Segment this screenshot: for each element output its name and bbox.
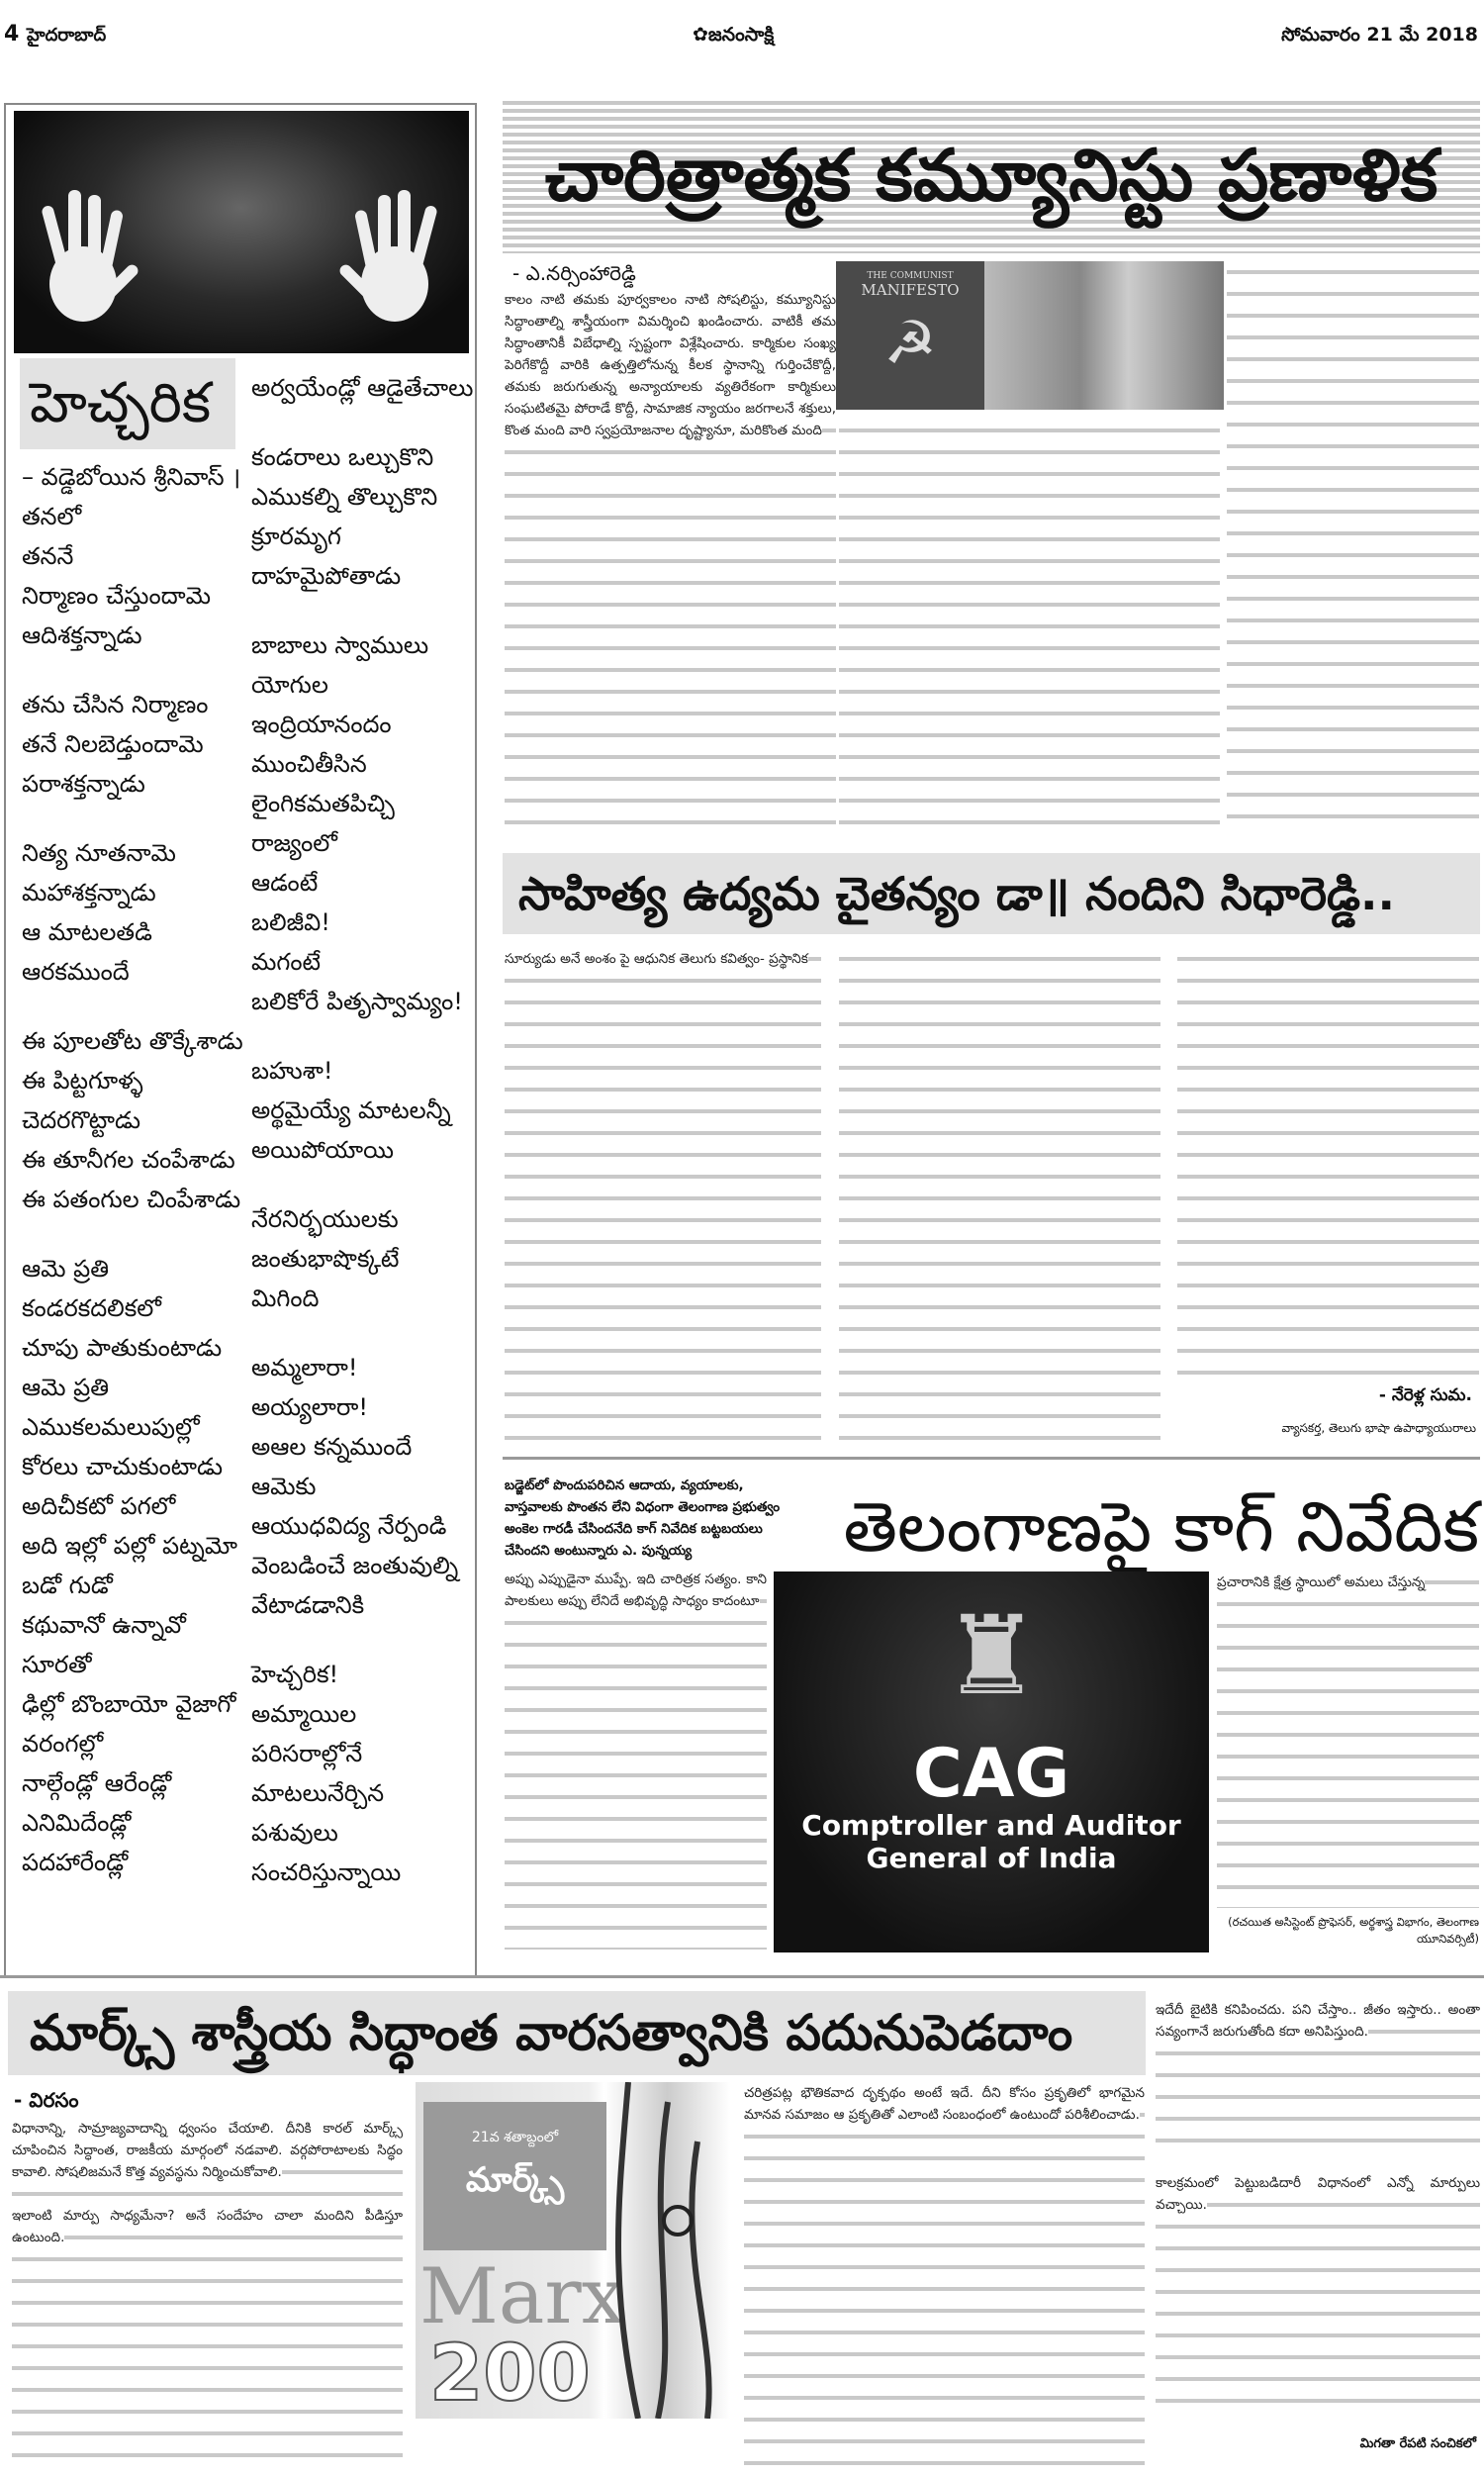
poem-line: ఈ పూలతోట తొక్కేశాడు: [22, 1027, 243, 1055]
poem-line: ఆడంటే: [251, 869, 319, 897]
poem-line: నాల్గేండ్లో ఆరేండ్లో: [22, 1769, 172, 1797]
stanza-break: [22, 655, 244, 685]
poem-line: మహాశక్తన్నాడు: [22, 879, 156, 906]
byline: - ఎ.నర్సింహారెడ్డి: [512, 261, 636, 285]
article-body: చరిత్రపట్ల భౌతికవాద దృక్పథం అంటే ఇదే. దీని కోసం ప్రకృతిలో భాగమైన మానవ సమాజం ఆ ప్రకృతితో ఎలాంటి సంబంధంలో ఉంటుందో పరిశీలించాడు.: [744, 2082, 1145, 2468]
divider: [0, 1975, 1484, 1978]
poem-line: ఇంద్రియానందం: [251, 711, 392, 738]
poem-line: చెదరగొట్టాడు: [22, 1106, 141, 1134]
marx-portrait-icon: [608, 2082, 730, 2419]
poem-line: అఆల కన్నముందే: [251, 1433, 413, 1461]
poem-line: జంతుభాషొక్కటే మిగింది: [251, 1245, 400, 1312]
article-body: [839, 420, 1220, 828]
stanza-break: [22, 1219, 244, 1249]
marx-engels-portrait: [984, 261, 1224, 410]
stanza-break: [251, 1625, 474, 1655]
stanza-break: [251, 1021, 474, 1051]
article-body: ప్రచారానికి క్షేత్ర స్థాయిలో అమలు చేస్తున్న: [1217, 1571, 1479, 1908]
headline: చారిత్రాత్మక కమ్యూనిస్టు ప్రణాళిక: [544, 134, 1438, 217]
stanza-break: [251, 1170, 474, 1199]
emblem-icon: ♜: [942, 1592, 1041, 1719]
poem-line: ఆమెకు: [251, 1473, 317, 1500]
poem-line: క్రూరమృగ: [251, 523, 341, 550]
poem-line: అది ఇల్లో పల్లో పట్నమో: [22, 1532, 237, 1560]
poem-line: తనే నిలబెడ్తుందామె: [22, 730, 204, 758]
poem-line: లైంగికమతపిచ్చి: [251, 790, 395, 817]
poem-line: ఈ పిట్టగూళ్ళ: [22, 1067, 143, 1095]
poem-left-column: [22, 457, 244, 1882]
issue-date: సోమవారం 21 మే 2018: [1281, 24, 1478, 46]
poem-line: పరాశక్తన్నాడు: [22, 770, 145, 798]
poem-line: అర్వయేండ్లో ఆడైతేచాలు: [251, 374, 474, 402]
marx-200-image: 21వ శతాబ్దంలో మార్క్స్ Marx 200: [416, 2082, 730, 2419]
lede: బడ్జెట్‌లో పొందుపరిచిన ఆదాయ, వ్యయాలకు, వాస్తవాలకు పొంతన లేని విధంగా తెలంగాణ ప్రభుత్వం అంకెల గారడీ చేసిందనేది కాగ్ నివేదిక బట్టబయలు చేసిందని అంటున్నారు ఎ. పున్నయ్య: [505, 1477, 781, 1559]
headline: తెలంగాణపై కాగ్ నివేదిక: [843, 1486, 1479, 1568]
poem-line: దాహమైపోతాడు: [251, 562, 402, 590]
article-body: ఇదేదీ బైటికి కనిపించదు. పని చేస్తాం.. జీతం ఇస్తారు.. అంతా సవ్యంగానే జరుగుతోంది కదా అనిపిస్తుంది.: [1156, 1999, 1480, 2152]
poem-line: సూరతో: [22, 1651, 92, 1678]
stanza-break: [22, 992, 244, 1021]
poem-title: హెచ్చరిక: [20, 358, 235, 449]
stanza-break: [251, 408, 474, 437]
poem-line: నేరనిర్భయులకు: [251, 1205, 399, 1233]
poem-line: ఆమె ప్రతి: [22, 1255, 110, 1283]
stanza-break: [22, 804, 244, 833]
poem-line: ఎముకలమలుపుల్లో: [22, 1413, 200, 1441]
poem-line: మగంటే: [251, 948, 322, 976]
article-body: సూర్యుడు అనే అంశం పై ఆధునిక తెలుగు కవిత్వం- ప్రస్థానిక: [505, 948, 821, 1443]
poem-line: వరంగల్లో: [22, 1730, 104, 1758]
poem-line: బహుశా!: [251, 1057, 333, 1085]
cag-logo-image: ♜ CAG Comptroller and Auditor General of India: [774, 1571, 1209, 1952]
poem-line: తనలో: [22, 503, 82, 530]
poem-line: బలిజీవి!: [251, 908, 330, 936]
poem-line: ముంచితీసిన: [251, 750, 367, 778]
poem-line: బలికోరే పితృస్వామ్యం!: [251, 988, 463, 1015]
poem-line: ఈ పతంగుల చింపేశాడు: [22, 1186, 241, 1213]
headline: సాహిత్య ఉద్యమ చైతన్యం డా॥ నందిని సిధారెడ్డి..: [503, 853, 1480, 934]
poem-line: కండరాలు ఒల్చుకొని: [251, 443, 434, 471]
poem-line: ఆదిశక్తన్నాడు: [22, 621, 142, 649]
poem-line: ఎముకల్ని తొల్చుకొని: [251, 483, 438, 511]
hands-image: [14, 111, 469, 353]
poem-line: చూపు పాతుకుంటాడు: [22, 1334, 223, 1362]
page-number: 4 హైదరాబాద్: [4, 22, 107, 47]
byline: - విరసం: [14, 2088, 79, 2112]
poem-line: కోరలు చాచుకుంటాడు: [22, 1453, 224, 1480]
stanza-break: [251, 1318, 474, 1348]
poem-line: రాజ్యంలో: [251, 829, 337, 857]
poem-line: యోగుల: [251, 671, 328, 699]
headline: మార్క్స్ శాస్త్రీయ సిద్ధాంత వారసత్వానికి పదునుపెడదాం: [8, 1991, 1146, 2075]
poem-line: ఢిల్లో బొంబాయో వైజాగో: [22, 1690, 236, 1718]
poem-line: వెంబడించే జంతువుల్ని: [251, 1552, 459, 1579]
article-body: [1177, 948, 1479, 1383]
poem-line: సంచరిస్తున్నాయి: [251, 1858, 402, 1886]
poem-line: హెచ్చరిక!: [251, 1661, 339, 1688]
newspaper-logo: ✿జనంసాక్షి: [693, 24, 775, 46]
poem-line: తననే: [22, 542, 74, 570]
poem-line: ఆమె ప్రతి: [22, 1374, 110, 1401]
poem-line: ఆరకముందే: [22, 958, 130, 986]
article-body: కాలం నాటి తమకు పూర్వకాలం నాటి సోషలిస్టు, కమ్యూనిస్టు సిద్ధాంతాల్ని శాస్త్రీయంగా విమర్శించి ఖండించారు. వాటికీ తమ సిద్ధాంతానికీ విబేధాల్ని స్పష్టంగా విశ్లేషించారు. కార్మికుల సంఖ్య పెరిగేకొద్దీ వారికి ఉత్పత్తిలోనున్న కీలక స్థానాన్ని గుర్తించేకొద్దీ, తమకు జరుగుతున్న అన్యాయాలకు వ్యతిరేకంగా కార్మికులు సంఘటితమై పోరాడే కొద్దీ, సామాజిక న్యాయం జరగాలనే శక్తులు, కొంత మంది వారి స్వప్రయోజనాల దృష్ట్యానూ, మరికొంత మంది: [505, 289, 836, 828]
poem-right-column: [251, 368, 474, 1892]
poem-line: బడో గుడో: [22, 1571, 113, 1599]
poem-line: తను చేసిన నిర్మాణం: [22, 691, 209, 718]
poem-line: – వడ్డెబోయిన శ్రీనివాస్ ।: [22, 463, 241, 491]
poem-line: ఆ మాటలతడి: [22, 918, 152, 946]
article-body: [839, 948, 1160, 1443]
poem-line: మాటలునేర్చిన పశువులు: [251, 1779, 385, 1847]
stanza-break: [251, 596, 474, 625]
poem-line: వేటాడడానికి: [251, 1591, 365, 1619]
continued-note: మిగతా రేపటి సంచికలో: [1359, 2436, 1476, 2451]
article-body: కాలక్రమంలో పెట్టుబడిదారీ విధానంలో ఎన్నో మార్పులు వచ్చాయి.: [1156, 2172, 1480, 2420]
poem-line: ఆయుధవిద్య నేర్పండి: [251, 1512, 447, 1540]
article-body: అప్పు ఎప్పుడైనా ముప్పే. ఇది చారిత్రక సత్యం. కాని పాలకులు అప్పు లేనిదే అభివృద్ధి సాధ్యం కాదంటూ: [505, 1569, 767, 1950]
poem-line: అమ్మలారా!అయ్యలారా!: [251, 1354, 369, 1421]
poem-line: అయిపోయాయి: [251, 1136, 394, 1164]
poem-line: ఎనిమిదేండ్లో పదహారేండ్లో: [22, 1809, 132, 1876]
poem-line: నిర్మాణం చేస్తుందామె: [22, 582, 211, 610]
handprint-icon: [14, 111, 469, 353]
signature: - నేరెళ్ల సుమ.: [1378, 1385, 1472, 1405]
poem-line: ఈ తూనీగల చంపేశాడు: [22, 1146, 235, 1174]
hammer-sickle-icon: ☭: [883, 309, 937, 378]
manifesto-book-image: THE COMMUNIST MANIFESTO ☭: [836, 261, 984, 410]
logo-icon: ✿: [693, 24, 708, 46]
author-note: (రచయిత అసిస్టెంట్ ప్రొఫెసర్, అర్థశాస్త్ర విభాగం, తెలంగాణ యూనివర్సిటీ): [1228, 1915, 1479, 1946]
article-body: విధానాన్ని, సామ్రాజ్యవాదాన్ని ధ్వంసం చేయాలి. దీనికి కారల్ మార్క్స్ చూపించిన సిద్ధాంత, రాజకీయ మార్గంలో నడవాలి. వర్గపోరాటాలకు సిద్ధం కావాలి. సోషలిజమనే కొత్త వ్యవస్థను నిర్మించుకోవాలి. ఇలాంటి మార్పు సాధ్యమేనా? అనే సందేహం చాలా మందిని పీడిస్తూ ఉంటుంది.: [12, 2118, 403, 2464]
author-note: వ్యాసకర్త, తెలుగు భాషా ఉపాధ్యాయురాలు: [1281, 1421, 1476, 1435]
article-body: [1227, 261, 1479, 828]
poem-line: కథువానో ఉన్నావో: [22, 1611, 186, 1639]
poem-line: అర్థమైయ్యే మాటలన్నీ: [251, 1096, 451, 1124]
poem-line: కండరకదలికలో: [22, 1294, 161, 1322]
poem-line: అమ్మాయిల పరిసరాల్లోనే: [251, 1700, 363, 1767]
poem-line: నిత్య నూతనామె: [22, 839, 176, 867]
poem-line: బాబాలు స్వాములు: [251, 631, 429, 659]
poem-line: అదిచీకటో పగలో: [22, 1492, 176, 1520]
divider: [503, 1457, 1480, 1460]
headline-banner: [503, 97, 1480, 253]
